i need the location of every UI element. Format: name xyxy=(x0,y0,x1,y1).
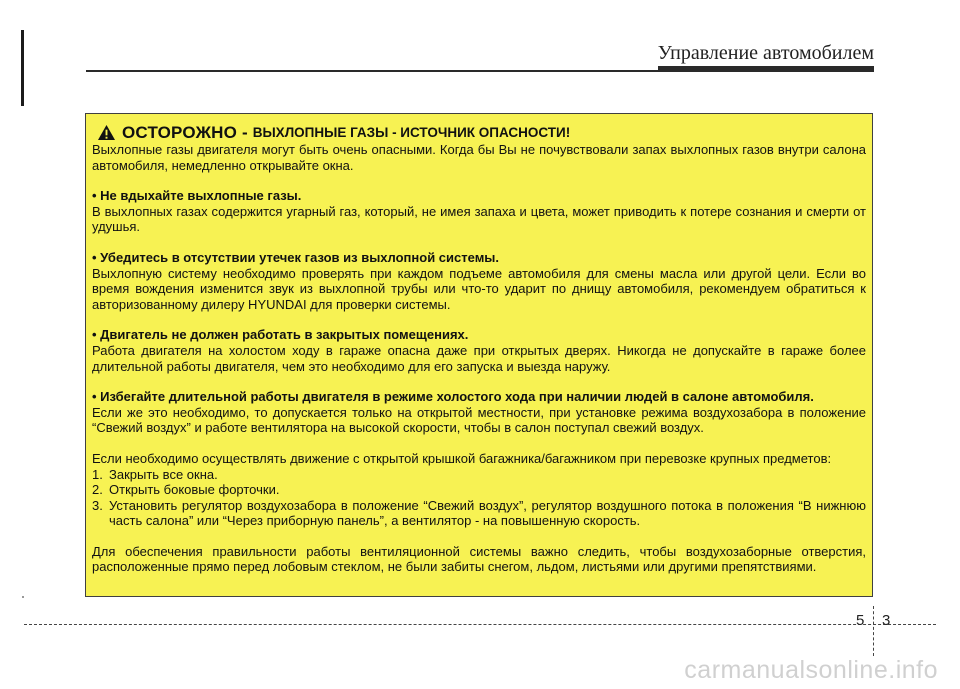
warning-title-main: ОСТОРОЖНО xyxy=(122,122,238,142)
list-item xyxy=(92,467,866,483)
trunk-steps xyxy=(92,467,866,529)
section-body: В выхлопных газах содержится угарный газ, который, не имея запаха и цвета, может приводить к потере сознания и смерти от удушья. xyxy=(92,203,866,235)
section-open-trunk xyxy=(92,451,866,529)
section-body: Работа двигателя на холостом ходу в гараже опасна даже при открытых дверях. Никогда не допускайте в гараже более длительной работы двигателя, чем это необходимо для его запуска и выезда наружу. xyxy=(92,342,866,374)
section-closed-rooms xyxy=(92,327,866,374)
list-item-text: Установить регулятор воздухозабора в положение “Свежий воздух”, регулятор воздушного потока в положения “В нижнюю часть салона” или “Через приборную панель”, а вентилятор - на повышенную скорость. xyxy=(109,497,866,529)
section-number: 5 xyxy=(856,612,865,629)
section-leaks xyxy=(92,250,866,312)
page-header-title: Управление автомобилем xyxy=(657,42,874,64)
warning-triangle-icon xyxy=(97,124,116,141)
section-body: Выхлопную систему необходимо проверять при каждом подъеме автомобиля для смены масла или другой цели. Если во время вождения изменится звук из выхлопной трубы или что-то ударит по днищу автомобиля, рекомендуем обратиться к авторизованному дилеру HYUNDAI для проверки системы. xyxy=(92,265,866,312)
list-item xyxy=(92,482,866,498)
warning-intro: Выхлопные газы двигателя могут быть очень опасными. Когда бы Вы не почувствовали запах выхлопных газов внутри салона автомобиля, немедленно открывайте окна. xyxy=(92,142,866,173)
warning-title-subtitle: ВЫХЛОПНЫЕ ГАЗЫ - ИСТОЧНИК ОПАСНОСТИ! xyxy=(252,124,571,140)
list-item-number: 2. xyxy=(92,482,103,498)
list-item-number: 1. xyxy=(92,466,103,482)
section-heading: • Избегайте длительной работы двигателя в режиме холостого хода при наличии людей в салоне автомобиля. xyxy=(92,389,814,405)
warning-title-separator: - xyxy=(242,122,248,142)
margin-tick xyxy=(22,596,24,598)
section-heading: • Убедитесь в отсутствии утечек газов из выхлопной системы. xyxy=(92,249,500,265)
left-margin-rule xyxy=(21,30,24,106)
section-body: Если же это необходимо, то допускается только на открытой местности, при установке режима воздухозабора в положение “Свежий воздух” и работе вентилятора на высокой скорости, чтобы в салон поступал свежий воздух. xyxy=(92,404,866,436)
page-number-divider xyxy=(873,606,874,656)
footer-rule xyxy=(24,624,936,625)
list-item-number: 3. xyxy=(92,497,103,513)
page-number: 3 xyxy=(882,612,891,629)
section-idling xyxy=(92,389,866,436)
header-rule-accent xyxy=(658,66,874,72)
watermark: carmanualsonline.info xyxy=(684,656,938,684)
closing-paragraph: Для обеспечения правильности работы вентиляционной системы важно следить, чтобы воздухозаборные отверстия, расположенные прямо перед лобовым стеклом, не были забиты снегом, льдом, листьями или другими препятствиями. xyxy=(92,543,866,575)
warning-title xyxy=(97,124,866,141)
list-item xyxy=(92,498,866,529)
warning-box xyxy=(85,113,873,597)
list-item-text: Открыть боковые форточки. xyxy=(109,482,280,498)
trunk-intro: Если необходимо осуществлять движение с открытой крышкой багажника/багажником при перевозке крупных предметов: xyxy=(92,450,832,466)
list-item-text: Закрыть все окна. xyxy=(109,466,218,482)
section-ventilation xyxy=(92,544,866,575)
section-breathing xyxy=(92,188,866,235)
section-heading: • Не вдыхайте выхлопные газы. xyxy=(92,188,302,204)
section-heading: • Двигатель не должен работать в закрытых помещениях. xyxy=(92,327,469,343)
